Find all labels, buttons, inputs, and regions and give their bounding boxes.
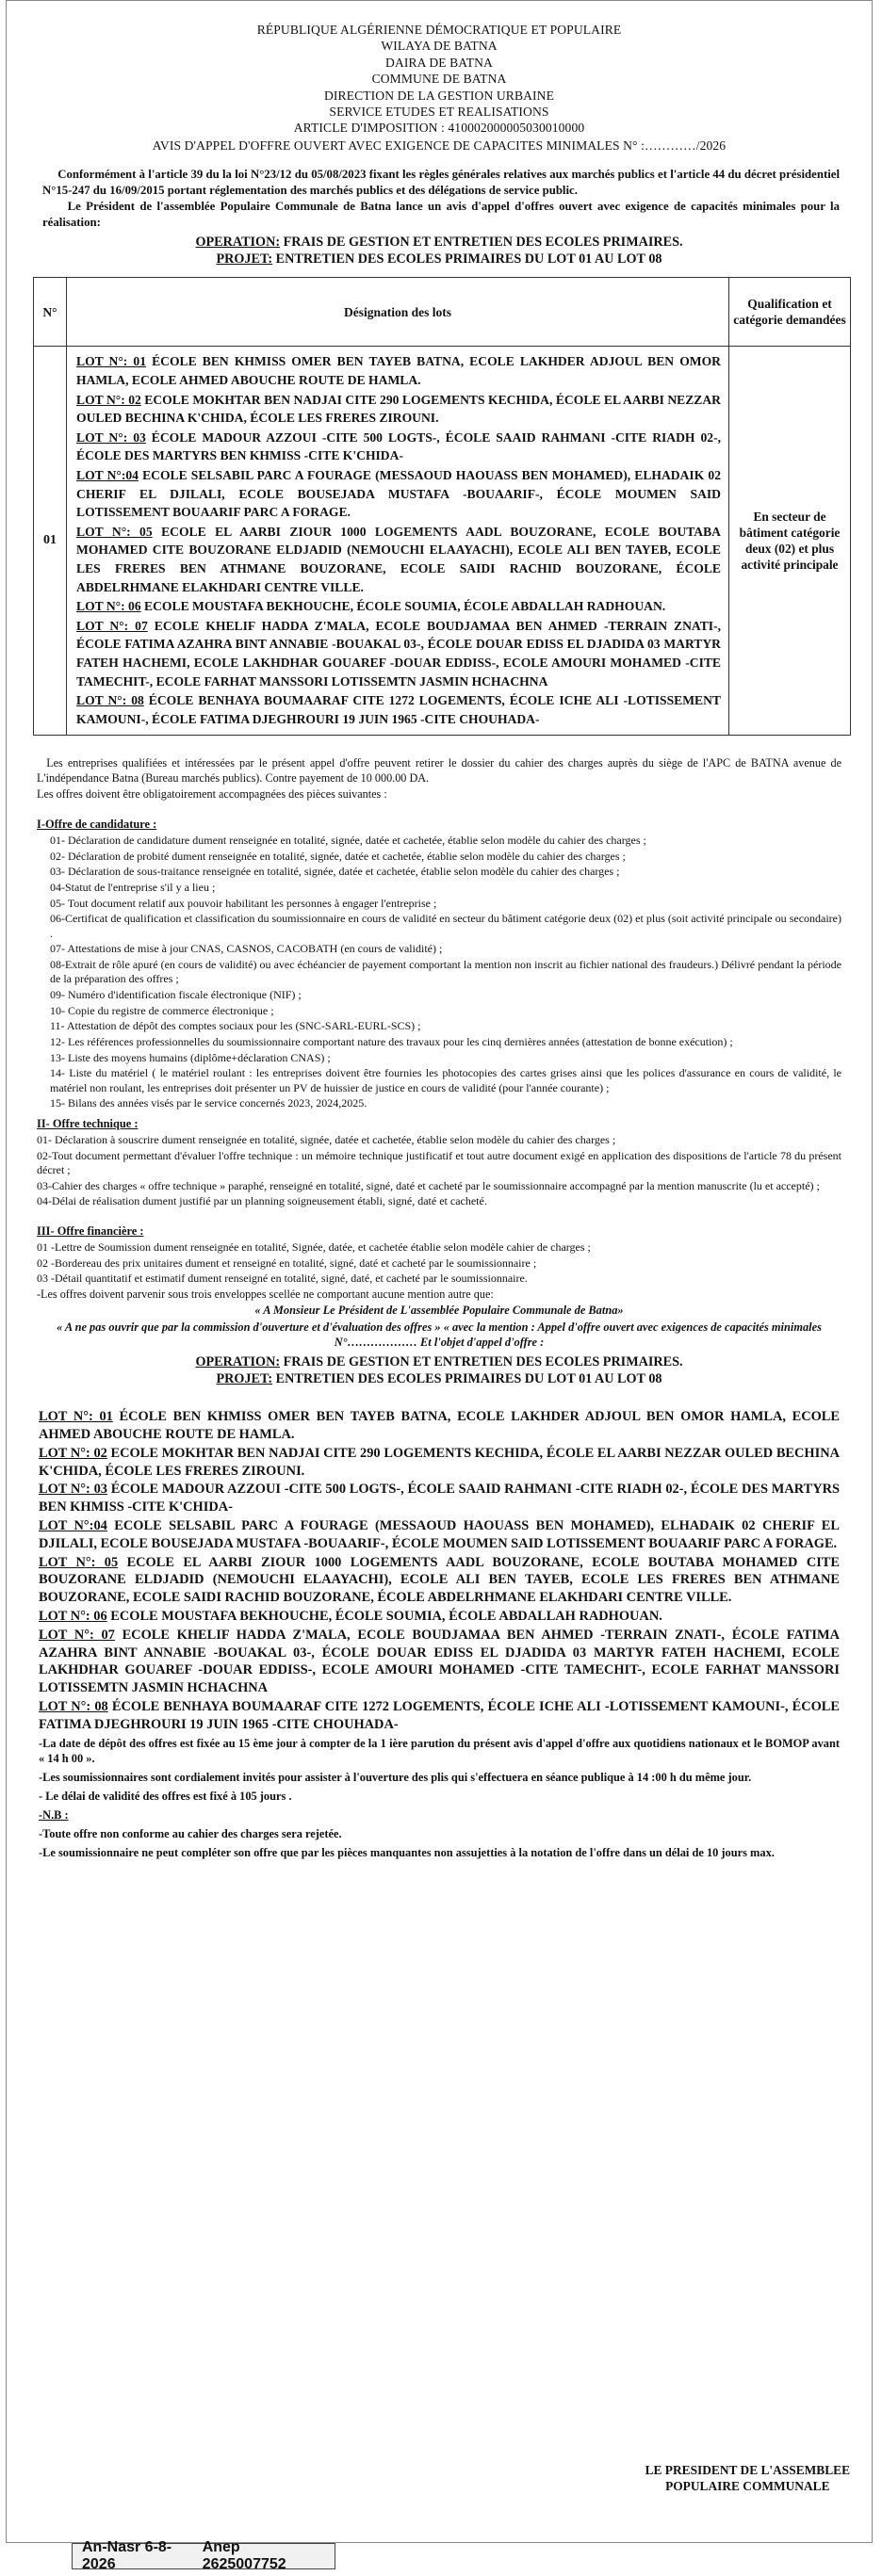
row-number: 01: [34, 347, 67, 736]
nb-label: -N.B :: [39, 1807, 69, 1822]
technique-list: [37, 1133, 841, 1209]
notice-title: AVIS D'APPEL D'OFFRE OUVERT AVEC EXIGENCE DE CAPACITES MINIMALES N° :…………/2026: [152, 138, 727, 153]
header-line: DAIRA DE BATNA: [385, 55, 493, 70]
list-item: 03- Déclaration de sous-traitance renseignée en totalité, signée, datée et cachetée, établie selon modèle du cahier des charges ;: [50, 865, 620, 879]
signature-block: [645, 2462, 850, 2494]
list-item: 10- Copie du registre de commerce électronique ;: [50, 1003, 274, 1017]
list-item: 12- Les références professionnelles du soumissionnaire comportant nature des travaux pour les cinq dernières années (attestation de bonne exécution) ;: [50, 1035, 733, 1049]
header-line: COMMUNE DE BATNA: [371, 72, 507, 87]
list-item: 02- Déclaration de probité dument renseignée en totalité, signée, datée et cachetée, établie selon modèle du cahier des charges ;: [50, 849, 626, 863]
candidature-list: [37, 834, 841, 1111]
signatory-line: LE PRESIDENT DE L'ASSEMBLEE: [645, 2463, 850, 2477]
section-title: I-Offre de candidature :: [37, 817, 157, 831]
table-row: [34, 347, 851, 736]
letterhead: [33, 22, 845, 154]
qualification-required: En secteur de bâtiment catégorie deux (02) et plus activité principale: [729, 347, 851, 736]
deposit-date: -La date de dépôt des offres est fixée au 15 ème jour à compter de la 1 ière parution du présent avis d'appel d'offre aux quotidiens nationaux et le BOMOP avant « 14 h 00 ».: [39, 1736, 840, 1765]
list-item: 14- Liste du matériel ( le matériel roulant : les entreprises doivent être fournies les photocopies des cartes grises ainsi que les polices d'assurance en cours de validité, le matériel non roulant, les entreprises doit présenter un PV de huissier de justice en cours de validité (pour l'année courante) ;: [50, 1066, 841, 1094]
project-line: PROJET: ENTRETIEN DES ECOLES PRIMAIRES DU LOT 01 AU LOT 08: [216, 1371, 662, 1387]
lot-entry: LOT N°: 02 ECOLE MOKHTAR BEN NADJAI CITE 290 LOGEMENTS KECHIDA, ÉCOLE EL AARBI NEZZAR OULED BECHINA K'CHIDA, ÉCOLE LES FRERES ZIROUNI.: [76, 392, 721, 426]
lot-entry: LOT N°: 07 ECOLE KHELIF HADDA Z'MALA, ECOLE BOUDJAMAA BEN AHMED -TERRAIN ZNATI-, ÉCOLE FATIMA AZAHRA BINT ANNABIE -BOUAKAL 03-, ÉCOLE DOUAR EDISS EL DJADIDA 03 MARTYR FATEH HACHEMI, ECOLE LAKHDHAR GOUAREF -DOUAR EDDISS-, ECOLE AMOURI MOHAMED -CITE TAMECHIT-, ECOLE FARHAT MANSSORI LOTISSEMTN JASMIN HCHACHNA: [76, 618, 721, 689]
list-item: 07- Attestations de mise à jour CNAS, CASNOS, CACOBATH (en cours de validité) ;: [50, 942, 443, 956]
lot-entry: LOT N°: 05 ECOLE EL AARBI ZIOUR 1000 LOGEMENTS AADL BOUZORANE, ECOLE BOUTABA MOHAMED CITE BOUZORANE ELDJADID (NEMOUCHI ELAAYACHI), ECOLE ALI BEN TAYEB, ECOLE LES FRERES BEN ATHMANE BOUZORANE, ECOLE SAIDI RACHID BOUZORANE, ÉCOLE ABDELRHMANE ELAKHDARI CENTRE VILLE.: [39, 1554, 841, 1606]
list-item: 02-Tout document permettant d'évaluer l'offre technique : un mémoire technique justificatif et tout autre document exigé en application des dispositions de l'article 78 du présent décret ;: [37, 1148, 841, 1176]
col-designation: Désignation des lots: [67, 278, 729, 347]
lots-list-repeat: [39, 1408, 840, 1733]
lots-designation: [67, 347, 729, 736]
list-item: 11- Attestation de dépôt des comptes sociaux pour les (SNC-SARL-EURL-SCS) ;: [50, 1019, 421, 1033]
retrieval-paragraph: Les entreprises qualifiées et intéressées par le présent appel d'offre peuvent retirer le dossier du cahier des charges auprès du siège de l'APC de BATNA avenue de L'indépendance Batna (Bureau marchés publics). Contre payement de 10 000.00 DA.: [37, 756, 841, 785]
header-line: RÉPUBLIQUE ALGÉRIENNE DÉMOCRATIQUE ET POPULAIRE: [256, 23, 622, 37]
list-item: 15- Bilans des années visés par le service concernés 2023, 2024,2025.: [50, 1096, 368, 1110]
list-item: 01 -Lettre de Soumission dument renseignée en totalité, Signée, datée, et cachetée établie selon modèle cahier de charges ;: [37, 1239, 591, 1254]
intro-legal: Conformément à l'article 39 du la loi N°23/12 du 05/08/2023 fixant les règles générales relatives aux marchés publics et l'article 44 du décret présidentiel N°15-247 du 16/09/2015 portant réglementation des marchés publics et des délégations de service public.: [42, 168, 841, 198]
list-item: 05- Tout document relatif aux pouvoir habilitant les personnes à engager l'entreprise ;: [50, 896, 437, 910]
operation-block: [33, 234, 845, 267]
lot-entry: LOT N°: 07 ECOLE KHELIF HADDA Z'MALA, ECOLE BOUDJAMAA BEN AHMED -TERRAIN ZNATI-, ÉCOLE FATIMA AZAHRA BINT ANNABIE -BOUAKAL 03-, ÉCOLE DOUAR EDISS EL DJADIDA 03 MARTYR FATEH HACHEMI, ECOLE LAKHDHAR GOUAREF -DOUAR EDDISS-, ECOLE AMOURI MOHAMED -CITE TAMECHIT-, ECOLE FARHAT MANSSORI LOTISSEMTN JASMIN HCHACHNA: [39, 1627, 841, 1696]
list-item: 13- Liste des moyens humains (diplôme+déclaration CNAS) ;: [50, 1050, 331, 1064]
lot-entry: LOT N°: 08 ÉCOLE BENHAYA BOUMAARAF CITE 1272 LOGEMENTS, ÉCOLE ICHE ALI -LOTISSEMENT KAMOUNI-, ÉCOLE FATIMA DJEGHROURI 19 JUIN 1965 -CITE CHOUHADA-: [76, 693, 721, 726]
list-item: 03-Cahier des charges « offre technique » paraphé, renseigné en totalité, signé, daté et cacheté par le soumissionnaire accompagné par la mention manuscrite (lu et accepté) ;: [37, 1178, 820, 1192]
list-item: 01- Déclaration à souscrire dument renseignée en totalité, signée, datée et cachetée, établie selon modèle du cahier des charges ;: [37, 1133, 616, 1146]
nb-item: -Toute offre non conforme au cahier des charges sera rejetée.: [39, 1826, 342, 1840]
signatory-line: POPULAIRE COMMUNALE: [665, 2479, 830, 2493]
closing-terms: [39, 1736, 840, 1860]
table-header-row: [34, 278, 851, 347]
conditions: [37, 756, 841, 1350]
newspaper-date: An-Nasr 6-8-2026: [82, 2539, 172, 2572]
lot-entry: LOT N°: 05 ECOLE EL AARBI ZIOUR 1000 LOGEMENTS AADL BOUZORANE, ECOLE BOUTABA MOHAMED CITE BOUZORANE ELDJADID (NEMOUCHI ELAAYACHI), ECOLE ALI BEN TAYEB, ECOLE LES FRERES BEN ATHMANE BOUZORANE, ECOLE SAIDI RACHID BOUZORANE, ÉCOLE ABDELRHMANE ELAKHDARI CENTRE VILLE.: [76, 524, 721, 594]
col-qualification: Qualification et catégorie demandées: [729, 278, 851, 347]
envelope-addressee: « A Monsieur Le Président de L'assemblée Populaire Communale de Batna»: [254, 1304, 624, 1318]
operation-block-repeat: [33, 1353, 845, 1387]
section-technique: [37, 1117, 841, 1209]
operation-line: OPERATION: FRAIS DE GESTION ET ENTRETIEN DES ECOLES PRIMAIRES.: [195, 235, 683, 251]
list-item: 06-Certificat de qualification et classification du soumissionnaire en cours de validité en secteur du bâtiment catégorie deux (02) et plus (soit activité principale ou secondaire) .: [50, 912, 841, 940]
list-item: 01- Déclaration de candidature dument renseignée en totalité, signée, datée et cachetée, établie selon modèle du cahier des charges ;: [50, 833, 646, 847]
intro-launch: Le Président de l'assemblée Populaire Communale de Batna lance un avis d'appel d'offres ouvert avec exigence de capacités minimales pour la réalisation:: [42, 199, 840, 229]
lot-entry: LOT N°: 08 ÉCOLE BENHAYA BOUMAARAF CITE 1272 LOGEMENTS, ÉCOLE ICHE ALI -LOTISSEMENT KAMOUNI-, ÉCOLE FATIMA DJEGHROURI 19 JUIN 1965 -CITE CHOUHADA-: [39, 1698, 841, 1732]
lot-entry: LOT N°: 01 ÉCOLE BEN KHMISS OMER BEN TAYEB BATNA, ECOLE LAKHDER ADJOUL BEN OMOR HAMLA, ECOLE AHMED ABOUCHE ROUTE DE HAMLA.: [39, 1409, 840, 1443]
lot-entry: LOT N°: 02 ECOLE MOKHTAR BEN NADJAI CITE 290 LOGEMENTS KECHIDA, ÉCOLE EL AARBI NEZZAR OULED BECHINA K'CHIDA, ÉCOLE LES FRERES ZIROUNI.: [39, 1445, 840, 1479]
section-candidature: [37, 818, 841, 1111]
list-item: 04-Délai de réalisation dument justifié par un planning soigneusement établi, signé, daté et cacheté.: [37, 1194, 487, 1208]
list-item: 03 -Détail quantitatif et estimatif dument renseigné en totalité, signé, daté, et cacheté par le soumissionnaire.: [37, 1272, 528, 1286]
lot-entry: LOT N°: 01 ÉCOLE BEN KHMISS OMER BEN TAYEB BATNA, ECOLE LAKHDER ADJOUL BEN OMOR HAMLA, ECOLE AHMED ABOUCHE ROUTE DE HAMLA.: [76, 354, 721, 388]
notice-page: [6, 0, 873, 2543]
lot-entry: LOT N°:04 ECOLE SELSABIL PARC A FOURAGE (MESSAOUD HAOUASS BEN MOHAMED), ELHADAIK 02 CHERIF EL DJILALI, ECOLE BOUSEJADA MUSTAFA -BOUAARIF-, ÉCOLE MOUMEN SAID LOTISSEMENT BOUAARIF PARC A FORAGE.: [76, 468, 721, 520]
lot-entry: LOT N°: 06 ECOLE MOUSTAFA BEKHOUCHE, ÉCOLE SOUMIA, ÉCOLE ABDALLAH RADHOUAN.: [39, 1608, 662, 1624]
financiere-list: [37, 1240, 841, 1287]
lot-entry: LOT N°: 03 ÉCOLE MADOUR AZZOUI -CITE 500 LOGTS-, ÉCOLE SAAID RAHMANI -CITE RIADH 02-, ÉCOLE DES MARTYRS BEN KHMISS -CITE K'CHIDA-: [39, 1482, 840, 1515]
section-financiere: [37, 1224, 841, 1287]
lot-entry: LOT N°:04 ECOLE SELSABIL PARC A FOURAGE (MESSAOUD HAOUASS BEN MOHAMED), ELHADAIK 02 CHERIF EL DJILALI, ECOLE BOUSEJADA MUSTAFA -BOUAARIF-, ÉCOLE MOUMEN SAID LOTISSEMENT BOUAARIF PARC A FORAGE.: [39, 1518, 841, 1551]
section-title: III- Offre financière :: [37, 1223, 144, 1238]
intro: [42, 167, 840, 230]
list-item: 08-Extrait de rôle apuré (en cours de validité) ou avec échéancier de payement comportant la mention non inscrit au fichier national des fraudeurs.) Délivré pendant la période de la préparation des offres ;: [50, 958, 841, 986]
list-item: 09- Numéro d'identification fiscale électronique (NIF) ;: [50, 987, 302, 1001]
pieces-intro: Les offres doivent être obligatoirement accompagnées des pièces suivantes :: [37, 787, 387, 802]
publication-footer: [72, 2539, 335, 2572]
envelope-mention: « A ne pas ouvrir que par la commission d'ouverture et d'évaluation des offres » « avec la mention : Appel d'offre ouvert avec exigences de capacités minimales N°……………… Et l'objet d'appel d'offre :: [57, 1320, 822, 1349]
validity-period: - Le délai de validité des offres est fixé à 105 jours .: [39, 1789, 292, 1803]
col-number: N°: [34, 278, 67, 347]
lots-table: [33, 277, 851, 736]
header-line: DIRECTION DE LA GESTION URBAINE: [324, 88, 554, 103]
anep-number: Anep 2625007752: [202, 2539, 286, 2572]
project-line: PROJET: ENTRETIEN DES ECOLES PRIMAIRES DU LOT 01 AU LOT 08: [216, 251, 662, 267]
section-title: II- Offre technique :: [37, 1116, 139, 1130]
opening-session: -Les soumissionnaires sont cordialement invités pour assister à l'ouverture des plis qui s'effectuera en séance publique à 14 :00 h du même jour.: [39, 1770, 752, 1784]
nb-item: -Le soumissionnaire ne peut compléter son offre que par les pièces manquantes non assujetties à la notation de l'offre dans un délai de 10 jours max.: [39, 1845, 775, 1859]
header-line: WILAYA DE BATNA: [381, 39, 498, 54]
envelopes-paragraph: -Les offres doivent parvenir sous trois enveloppes scellée ne comportant aucune mention autre que:: [37, 1288, 494, 1302]
list-item: 02 -Bordereau des prix unitaires dument et renseigné en totalité, signé, daté et cacheté par le soumissionnaire ;: [37, 1256, 537, 1270]
lot-entry: LOT N°: 06 ECOLE MOUSTAFA BEKHOUCHE, ÉCOLE SOUMIA, ÉCOLE ABDALLAH RADHOUAN.: [76, 599, 666, 614]
lot-entry: LOT N°: 03 ÉCOLE MADOUR AZZOUI -CITE 500 LOGTS-, ÉCOLE SAAID RAHMANI -CITE RIADH 02-, ÉCOLE DES MARTYRS BEN KHMISS -CITE K'CHIDA-: [76, 429, 722, 463]
header-line: SERVICE ETUDES ET REALISATIONS: [329, 105, 549, 120]
list-item: 04-Statut de l'entreprise s'il y a lieu ;: [50, 881, 216, 895]
header-line: ARTICLE D'IMPOSITION : 410002000005030010000: [293, 121, 585, 136]
operation-line: OPERATION: FRAIS DE GESTION ET ENTRETIEN DES ECOLES PRIMAIRES.: [195, 1354, 683, 1370]
